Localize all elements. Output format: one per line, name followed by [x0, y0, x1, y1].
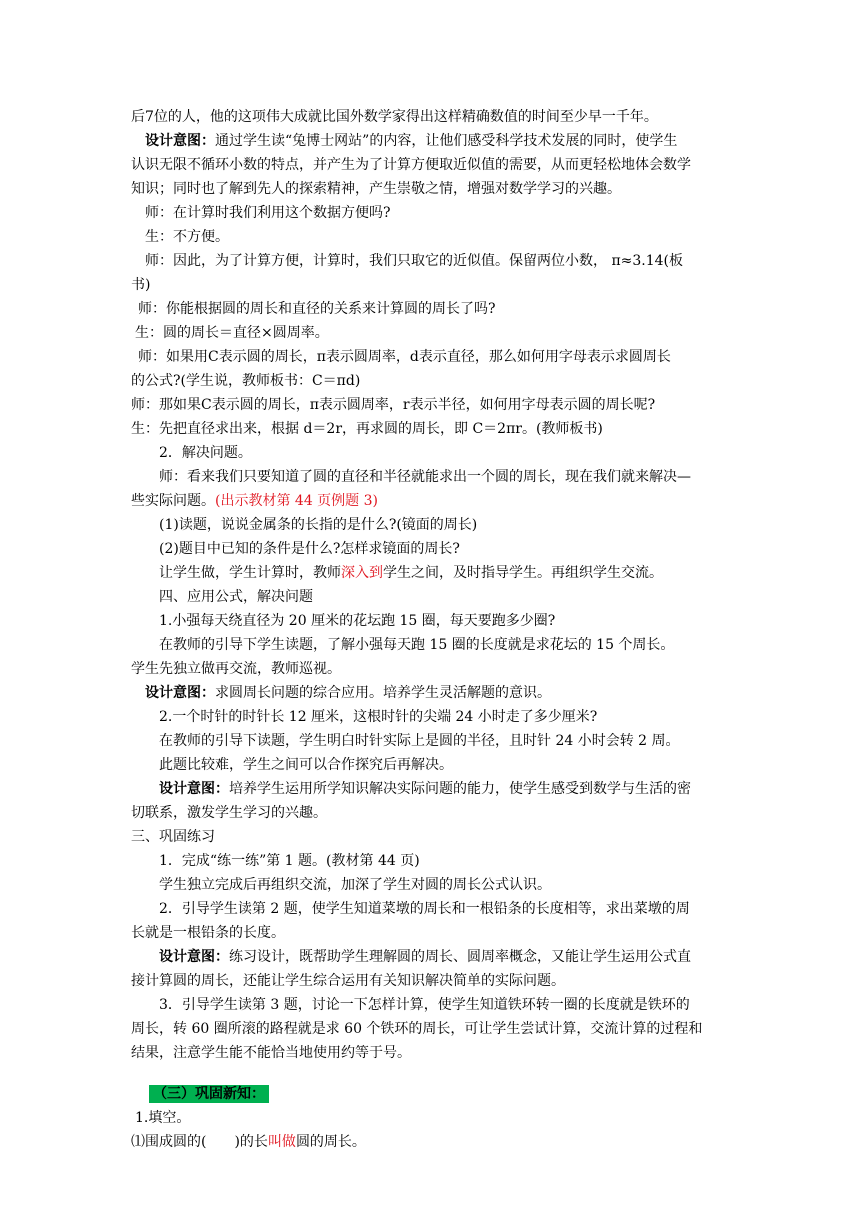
exercise-line: 1.填空。: [135, 1110, 191, 1126]
text-line: 此题比较难，学生之间可以合作探究后再解决。: [159, 757, 453, 773]
section-heading: 四、应用公式，解决问题: [159, 589, 313, 605]
dialogue-line: 师：在计算时我们利用这个数据方便吗?: [145, 205, 391, 221]
text-line: 些实际问题。(出示教材第 44 页例题 3): [131, 493, 378, 509]
text-line: 结果，注意学生能不能恰当地使用约等于号。: [131, 1045, 411, 1061]
design-intent-line: 设计意图：求圆周长问题的综合应用。培养学生灵活解题的意识。: [145, 685, 551, 701]
exercise-line: 2．引导学生读第 2 题，使学生知道菜墩的周长和一根铅条的长度相等，求出菜墩的周: [159, 901, 690, 917]
text-line: (1)读题，说说金属条的长指的是什么?(镜面的周长): [159, 517, 478, 533]
text-line: 学生独立完成后再组织交流，加深了学生对圆的周长公式认识。: [159, 877, 551, 893]
dialogue-line: 生：圆的周长＝直径×圆周率。: [135, 325, 329, 341]
highlighted-phrase: 叫做: [267, 1134, 296, 1150]
text-line: 接计算圆的周长，还能让学生综合运用有关知识解决简单的实际问题。: [131, 973, 565, 989]
design-intent-line: 设计意图：练习设计，既帮助学生理解圆的周长、圆周率概念，又能让学生运用公式直: [159, 949, 691, 965]
text-line: 长就是一根铅条的长度。: [131, 925, 285, 941]
fill-in-blank-line: ⑴围成圆的( )的长叫做圆的周长。: [131, 1134, 366, 1150]
text-line: 学生先独立做再交流，教师巡视。: [131, 661, 341, 677]
text-line: 切联系，激发学生学习的兴趣。: [131, 805, 327, 821]
design-intent-line: 设计意图：培养学生运用所学知识解决实际问题的能力，使学生感受到数学与生活的密: [159, 781, 691, 797]
dialogue-line: 生：先把直径求出来，根据 d＝2r，再求圆的周长，即 C＝2πr。(教师板书): [131, 421, 603, 437]
text-line: (2)题目中已知的条件是什么?怎样求镜面的周长?: [159, 541, 460, 557]
section-heading: 三、巩固练习: [131, 829, 215, 845]
dialogue-line: 生：不方便。: [145, 229, 229, 245]
text-line: 后7位的人，他的这项伟大成就比国外数学家得出这样精确数值的时间至少早一千年。: [131, 109, 658, 125]
text-line: 知识；同时也了解到先人的探索精神，产生崇敬之情，增强对数学学习的兴趣。: [131, 181, 621, 197]
section-item: 2．解决问题。: [159, 445, 252, 461]
highlighted-section-heading: （三）巩固新知：: [149, 1084, 269, 1104]
text-line: 认识无限不循环小数的特点，并产生为了计算方便取近似值的需要，从而更轻松地体会数学: [131, 157, 691, 173]
problem-line: 2.一个时针的时针长 12 厘米，这根时针的尖端 24 小时走了多少厘米?: [159, 709, 598, 725]
dialogue-line: 师：因此，为了计算方便，计算时，我们只取它的近似值。保留两位小数， π≈3.14(板: [145, 253, 684, 269]
text-line: 周长，转 60 圈所滚的路程就是求 60 个铁环的周长，可让学生尝试计算，交流计算的过程和: [131, 1021, 703, 1037]
dialogue-line: 师：那如果C表示圆的周长，π表示圆周率，r表示半径，如何用字母表示圆的周长呢?: [131, 397, 656, 413]
exercise-line: 3．引导学生读第 3 题，讨论一下怎样计算，使学生知道铁环转一圈的长度就是铁环的: [159, 997, 690, 1013]
text-line: 让学生做，学生计算时，教师深入到学生之间，及时指导学生。再组织学生交流。: [159, 565, 663, 581]
problem-line: 1.小强每天绕直径为 20 厘米的花坛跑 15 圈，每天要跑多少圈?: [159, 613, 556, 629]
text-line: 在教师的引导下学生读题，了解小强每天跑 15 圈的长度就是求花坛的 15 个周长。: [159, 637, 675, 653]
design-intent-line: 设计意图：通过学生读“兔博士网站”的内容，让他们感受科学技术发展的同时，使学生: [145, 133, 678, 149]
textbook-reference: (出示教材第 44 页例题 3): [215, 493, 378, 509]
text-line: 的公式?(学生说，教师板书：C＝πd): [131, 373, 361, 389]
text-line: 在教师的引导下读题，学生明白时针实际上是圆的半径，且时针 24 小时会转 2 周。: [159, 733, 680, 749]
text-line: 书): [131, 277, 151, 293]
highlighted-phrase: 深入到: [341, 565, 383, 581]
dialogue-line: 师：你能根据圆的周长和直径的关系来计算圆的周长了吗?: [138, 301, 496, 317]
dialogue-line: 师：看来我们只要知道了圆的直径和半径就能求出一个圆的周长，现在我们就来解决—: [159, 469, 691, 485]
exercise-line: 1．完成“练一练”第 1 题。(教材第 44 页): [159, 853, 420, 869]
dialogue-line: 师：如果用C表示圆的周长，π表示圆周率，d表示直径，那么如何用字母表示求圆周长: [138, 349, 671, 365]
